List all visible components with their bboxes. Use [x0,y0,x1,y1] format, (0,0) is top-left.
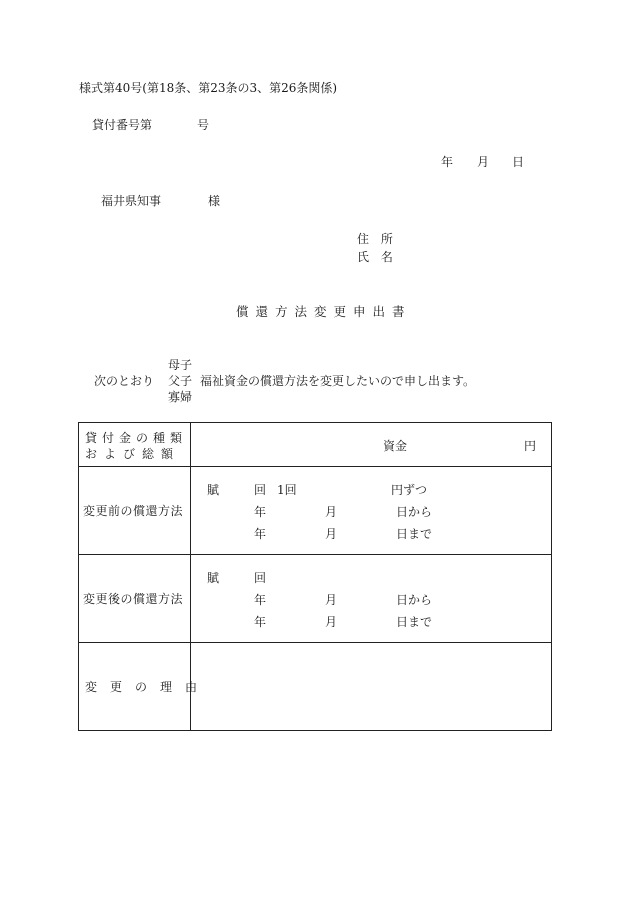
statement-prefix: 次のとおり [94,374,155,388]
name-label: 氏 名 [357,250,397,264]
start-day-label: 日から [396,593,433,607]
times-label: 回 [254,483,267,497]
honorific: 様 [208,194,221,208]
per-once-label: 1回 [277,483,297,497]
table-row-reason [79,643,552,731]
date-day: 日 [512,155,525,169]
reason-value-cell[interactable] [191,643,552,731]
statement-text: 福祉資金の償還方法を変更したいので申し出ます。 [200,374,476,388]
label-cell [79,555,191,643]
end-day-label: 日まで [396,527,433,541]
date-year: 年 [441,155,454,169]
start-month-label: 月 [325,505,338,519]
installment-mark: 賦 [207,571,220,585]
times-label: 回 [254,571,267,585]
after-method-value-cell[interactable] [191,555,552,643]
address-label: 住 所 [357,232,397,246]
page-title: 償還方法変更申出書 [236,304,412,319]
form-number: 様式第40号(第18条、第23条の3、第26条関係) [79,81,338,95]
before-method-label: 変更前の償還方法 [83,504,184,518]
total-amount-label: および総額 [85,447,181,461]
yen-each-label: 円ずつ [391,483,428,497]
option-boshi: 母子 [168,358,193,372]
yen-label: 円 [524,439,537,453]
fund-label: 資金 [383,439,408,453]
label-cell [79,467,191,555]
before-method-value-cell[interactable] [191,467,552,555]
loan-type-value-cell[interactable] [191,423,552,467]
end-year-label: 年 [254,615,267,629]
label-cell [79,423,191,467]
loan-type-label: 貸付金の種類 [85,431,188,445]
end-year-label: 年 [254,527,267,541]
application-table [78,422,552,731]
start-year-label: 年 [254,593,267,607]
installment-mark: 賦 [207,483,220,497]
date-month: 月 [477,155,490,169]
start-year-label: 年 [254,505,267,519]
table-row-after [79,555,552,643]
table-row-before [79,467,552,555]
addressee: 福井県知事 [101,194,162,208]
loan-number-suffix: 号 [197,118,210,132]
start-month-label: 月 [325,593,338,607]
start-day-label: 日から [396,505,433,519]
end-month-label: 月 [325,615,338,629]
end-month-label: 月 [325,527,338,541]
table-row-loan-type [79,423,552,467]
reason-label: 変更の理由 [85,680,211,694]
option-kafu: 寡婦 [168,390,193,404]
after-method-label: 変更後の償還方法 [83,592,184,606]
label-cell [79,643,211,731]
option-fushi: 父子 [168,374,193,388]
end-day-label: 日まで [396,615,433,629]
loan-number-prefix: 貸付番号第 [92,118,153,132]
